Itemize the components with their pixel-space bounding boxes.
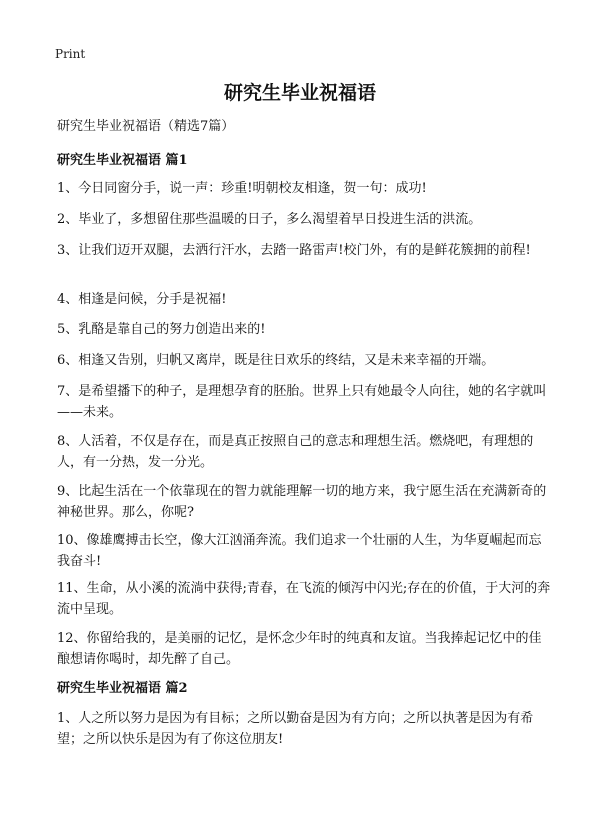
section-heading: 研究生毕业祝福语 篇2 xyxy=(57,681,188,696)
document-subtitle: 研究生毕业祝福语（精选7篇） xyxy=(57,119,235,134)
paragraph: 5、乳酪是靠自己的努力创造出来的! xyxy=(57,322,266,337)
paragraph: 6、相逢又告别，归帆又离岸，既是往日欢乐的终结，又是未来幸福的开端。 xyxy=(57,353,495,368)
paragraph: 11、生命，从小溪的流淌中获得;青春，在飞流的倾泻中闪光;存在的价值，于大河的奔流中呈现。 xyxy=(57,581,551,617)
paragraph: 2、毕业了，多想留住那些温暖的日子，多么渴望着早日投进生活的洪流。 xyxy=(57,212,482,227)
print-link[interactable]: Print xyxy=(55,47,86,61)
paragraph: 3、让我们迈开双腿，去洒行汗水，去踏一路雷声!校门外，有的是鲜花簇拥的前程! xyxy=(57,243,531,258)
paragraph: 12、你留给我的，是美丽的记忆，是怀念少年时的纯真和友谊。当我捧起记忆中的佳酿想请你喝时，却先醉了自己。 xyxy=(57,631,542,667)
paragraph: 7、是希望播下的种子，是理想孕育的胚胎。世界上只有她最令人向往，她的名字就叫——未来。 xyxy=(57,384,547,420)
paragraph: 8、人活着，不仅是存在，而是真正按照自己的意志和理想生活。燃烧吧，有理想的人，有一分热，发一分光。 xyxy=(57,434,534,470)
paragraph: 1、今日同窗分手，说一声：珍重!明朝校友相逢，贺一句：成功! xyxy=(57,181,427,196)
paragraph: 9、比起生活在一个依靠现在的智力就能理解一切的地方来，我宁愿生活在充满新奇的神秘世界。那么，你呢? xyxy=(57,484,547,520)
paragraph: 1、人之所以努力是因为有目标；之所以勤奋是因为有方向；之所以执著是因为有希望；之所以快乐是因为有了你这位朋友! xyxy=(57,711,534,747)
paragraph: 10、像雄鹰搏击长空，像大江汹涌奔流。我们追求一个壮丽的人生，为华夏崛起而忘我奋斗! xyxy=(57,533,542,569)
paragraph: 4、相逢是问候，分手是祝福! xyxy=(57,292,227,307)
page-title: 研究生毕业祝福语 xyxy=(223,82,376,104)
section-heading: 研究生毕业祝福语 篇1 xyxy=(57,153,188,168)
